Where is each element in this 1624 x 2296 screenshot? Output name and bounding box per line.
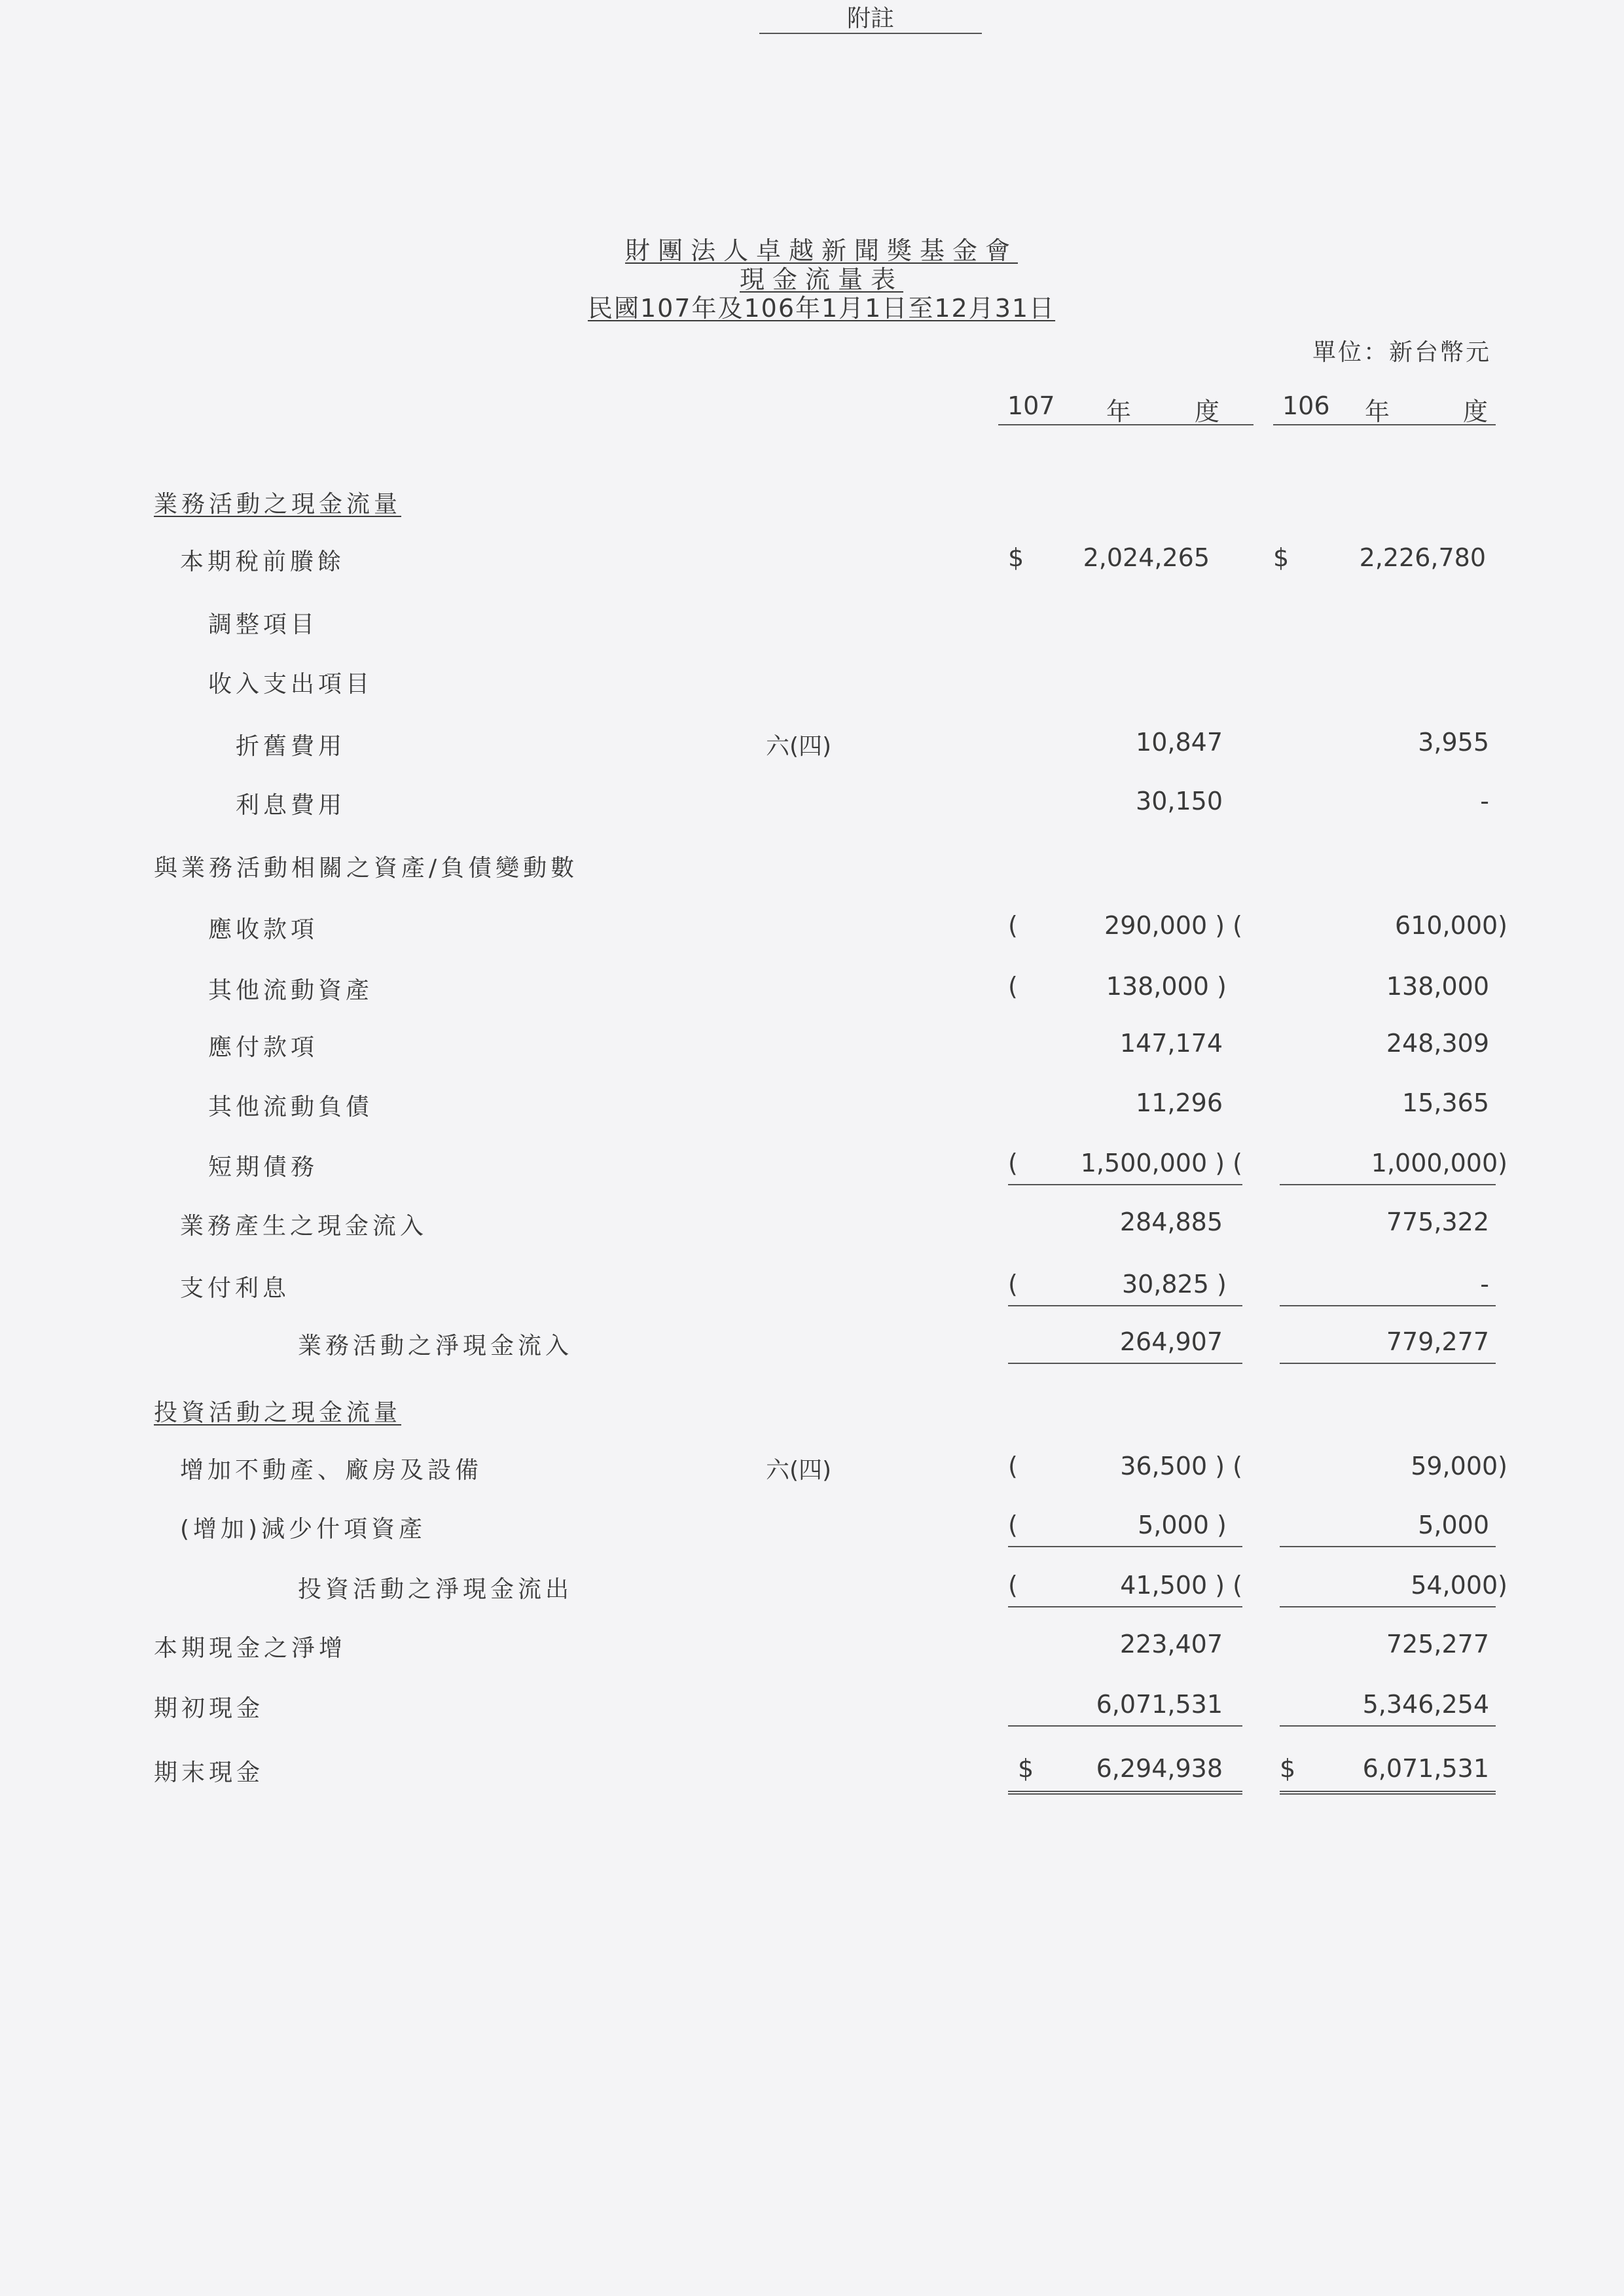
open-paren: ( [1008, 1452, 1018, 1480]
row-label: 本期稅前賸餘 [180, 548, 346, 575]
value-106 [1280, 1088, 1496, 1125]
table-row [0, 1754, 1624, 1793]
amount: 138,000 [1386, 972, 1489, 1001]
row-label: 業務活動之現金流量 [154, 491, 402, 518]
amount: 290,000 ) ( [1104, 911, 1242, 940]
open-paren: ( [1008, 1571, 1018, 1600]
table-row [0, 543, 1624, 583]
amount: 5,000 ) [1138, 1511, 1227, 1539]
table-row [0, 728, 1624, 767]
value-107 [1008, 1511, 1242, 1547]
amount: 30,150 [1136, 787, 1223, 816]
table-row [0, 972, 1624, 1011]
table-row [0, 1029, 1624, 1068]
column-header-106 [1273, 391, 1496, 425]
amount: 5,346,254 [1362, 1690, 1489, 1719]
amount: 248,309 [1386, 1029, 1489, 1058]
row-label: 其他流動負債 [208, 1094, 374, 1121]
value-106 [1280, 1630, 1496, 1666]
amount: 2,024,265 [1083, 543, 1210, 572]
value-107 [1008, 1754, 1242, 1791]
year-107-du: 度 [1195, 397, 1220, 426]
value-106 [1280, 1208, 1496, 1244]
row-label: 投資活動之淨現金流出 [298, 1576, 573, 1603]
row-label: 利息費用 [236, 792, 346, 819]
value-107 [1008, 1452, 1242, 1488]
table-row [0, 666, 1624, 705]
table-row [0, 850, 1624, 889]
value-107 [1008, 972, 1242, 1009]
amount: 147,174 [1119, 1029, 1223, 1058]
amount: 54,000) [1411, 1571, 1507, 1600]
year-106-nian: 年 [1365, 397, 1390, 426]
value-106 [1280, 1149, 1507, 1185]
value-106 [1280, 728, 1496, 764]
column-header-107 [998, 391, 1254, 425]
amount: 6,294,938 [1096, 1754, 1223, 1783]
row-label: 業務活動之淨現金流入 [298, 1333, 573, 1359]
value-107 [1008, 1208, 1242, 1244]
value-106 [1280, 1511, 1496, 1547]
amount: 11,296 [1136, 1088, 1223, 1117]
value-107 [1008, 1029, 1242, 1066]
table-row [0, 1690, 1624, 1729]
table-row [0, 787, 1624, 826]
open-paren: ( [1008, 1149, 1018, 1177]
row-label: 應收款項 [208, 916, 319, 943]
row-note: 六(四) [766, 1457, 832, 1484]
value-106 [1280, 1270, 1496, 1306]
open-paren: ( [1008, 911, 1018, 940]
table-row [0, 1394, 1624, 1433]
value-107 [1008, 1270, 1242, 1306]
table-row [0, 1452, 1624, 1491]
table-row [0, 1327, 1624, 1367]
row-label: 支付利息 [180, 1275, 291, 1302]
statement-title: 現金流量表 [739, 265, 903, 294]
table-row [0, 1208, 1624, 1247]
value-107 [1008, 543, 1242, 580]
amount: 610,000) [1395, 911, 1507, 940]
open-paren: ( [1008, 972, 1018, 1001]
value-107 [1008, 1149, 1242, 1185]
amount: 10,847 [1136, 728, 1223, 757]
table-row [0, 1511, 1624, 1550]
amount: 41,500 ) ( [1120, 1571, 1242, 1600]
amount: - [1480, 1270, 1489, 1299]
row-label: 與業務活動相關之資產/負債變動數 [154, 855, 579, 882]
year-107-label: 107 [1007, 391, 1055, 420]
row-label: 增加不動產、廠房及設備 [180, 1457, 483, 1484]
currency-unit: 單位：新台幣元 [1312, 339, 1492, 366]
table-row [0, 1270, 1624, 1309]
amount: 775,322 [1386, 1208, 1489, 1236]
value-106 [1280, 972, 1496, 1009]
amount: 779,277 [1386, 1327, 1489, 1356]
column-header-note [759, 0, 982, 34]
open-paren: ( [1008, 1511, 1018, 1539]
row-note: 六(四) [766, 733, 832, 760]
amount: 5,000 [1418, 1511, 1489, 1539]
year-106-label: 106 [1282, 391, 1330, 420]
value-106 [1280, 1029, 1496, 1066]
row-label: 應付款項 [208, 1034, 319, 1061]
amount: 1,000,000) [1371, 1149, 1507, 1177]
value-107 [1008, 1690, 1242, 1727]
value-106 [1280, 1571, 1507, 1607]
row-label: 短期債務 [208, 1154, 319, 1181]
amount: 264,907 [1119, 1327, 1223, 1356]
amount: 725,277 [1386, 1630, 1489, 1659]
value-107 [1008, 728, 1242, 764]
year-107-nian: 年 [1106, 397, 1132, 426]
value-106 [1280, 1327, 1496, 1364]
value-106 [1280, 1690, 1496, 1727]
row-label: 投資活動之現金流量 [154, 1399, 402, 1426]
row-label: 業務產生之現金流入 [180, 1213, 428, 1240]
dollar-sign: $ [1018, 1754, 1034, 1783]
table-row [0, 911, 1624, 950]
amount: 1,500,000 ) ( [1080, 1149, 1242, 1177]
value-107 [1008, 787, 1242, 823]
statement-period: 民國107年及106年1月1日至12月31日 [587, 294, 1056, 323]
amount: 2,226,780 [1359, 543, 1486, 572]
value-107 [1008, 1571, 1242, 1607]
row-label: 其他流動資產 [208, 977, 374, 1004]
amount: - [1480, 787, 1489, 816]
row-label: 折舊費用 [236, 733, 346, 760]
note-header-label: 附註 [846, 5, 894, 32]
value-106 [1273, 543, 1496, 580]
amount: 223,407 [1119, 1630, 1223, 1659]
amount: 6,071,531 [1096, 1690, 1223, 1719]
table-row [0, 1630, 1624, 1669]
dollar-sign: $ [1008, 543, 1024, 572]
row-label: 期初現金 [154, 1695, 264, 1722]
value-106 [1280, 1754, 1496, 1791]
row-label: 收入支出項目 [208, 671, 374, 698]
year-106-du: 度 [1463, 397, 1489, 426]
amount: 15,365 [1402, 1088, 1489, 1117]
amount: 3,955 [1418, 728, 1489, 757]
table-row [0, 1149, 1624, 1188]
amount: 6,071,531 [1362, 1754, 1489, 1783]
value-107 [1008, 1630, 1242, 1666]
dollar-sign: $ [1273, 543, 1290, 572]
value-107 [1008, 1327, 1242, 1364]
amount: 36,500 ) ( [1120, 1452, 1242, 1480]
table-row [0, 486, 1624, 525]
value-107 [1008, 1088, 1242, 1125]
table-row [0, 1088, 1624, 1128]
row-label: 期末現金 [154, 1759, 264, 1786]
row-label: 本期現金之淨增 [154, 1635, 347, 1662]
amount: 30,825 ) [1121, 1270, 1227, 1299]
value-106 [1280, 911, 1507, 948]
org-name: 財團法人卓越新聞獎基金會 [624, 236, 1018, 265]
value-106 [1280, 787, 1496, 823]
amount: 59,000) [1411, 1452, 1507, 1480]
statement-header [569, 237, 1074, 323]
amount: 138,000 ) [1106, 972, 1227, 1001]
value-106 [1280, 1452, 1507, 1488]
table-row [0, 606, 1624, 645]
amount: 284,885 [1119, 1208, 1223, 1236]
dollar-sign: $ [1280, 1754, 1296, 1783]
row-label: 調整項目 [208, 611, 319, 638]
row-label: (增加)減少什項資產 [180, 1516, 427, 1543]
table-row [0, 1571, 1624, 1610]
value-107 [1008, 911, 1242, 948]
open-paren: ( [1008, 1270, 1018, 1299]
